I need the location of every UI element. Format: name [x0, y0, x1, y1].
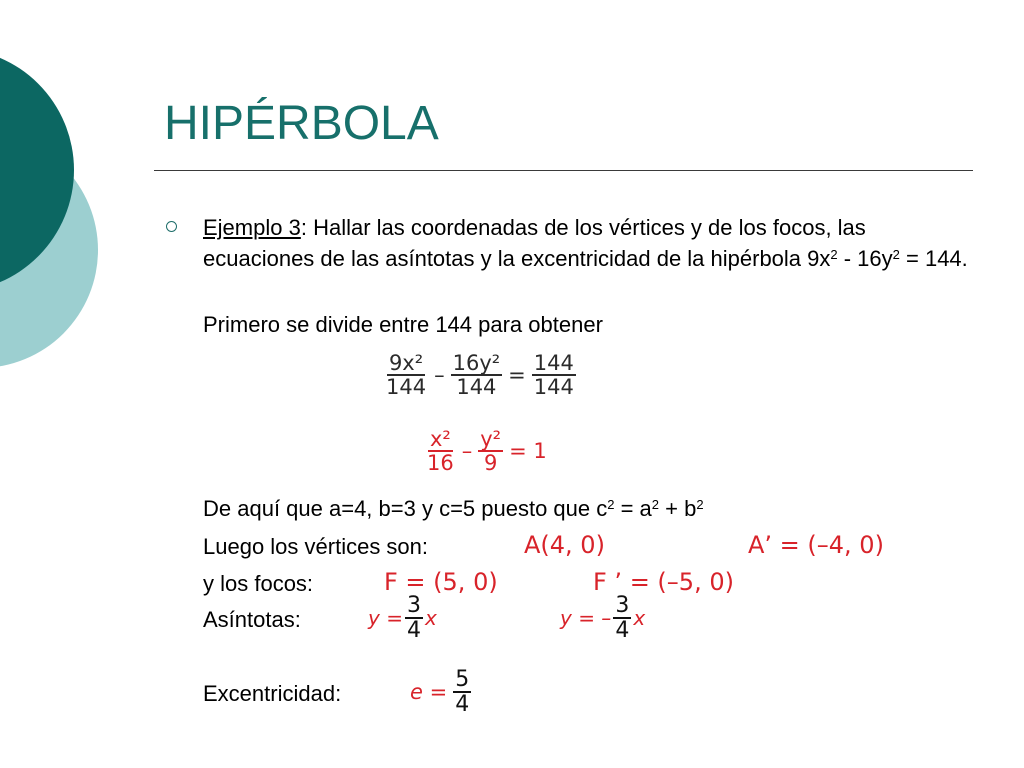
parameters-line: De aquí que a=4, b=3 y c=5 puesto que $c^2 = a^2 + b^2$ — [203, 496, 704, 521]
equation-standard-form: $\frac{\text{x²}}{16}$ – $\frac{\text{y²}}{9}$ = 1 — [427, 427, 547, 476]
fraction: $\frac{\text{9x²}}{144}$ — [386, 351, 427, 400]
focus-f: F = (5, 0) — [384, 568, 498, 596]
example-label: Ejemplo 3 — [203, 215, 301, 240]
asymptote-negative: y = – $\frac{3}{4}$ x — [560, 593, 646, 644]
decorative-circles — [0, 0, 110, 420]
title-divider — [154, 170, 973, 171]
foci-label: y los focos: — [203, 571, 314, 596]
fraction: $\frac{144}{144}$ — [533, 351, 574, 400]
fraction: $\frac{\text{16y²}}{144}$ — [452, 351, 501, 400]
eccentricity-value: e = $\frac{5}{4}$ — [410, 667, 470, 718]
vertex-a-prime: A’ = (–4, 0) — [748, 531, 884, 559]
vertex-a: A(4, 0) — [524, 531, 605, 559]
vertices-label: Luego los vértices son: — [203, 534, 429, 559]
example-statement: Ejemplo 3: Hallar las coordenadas de los vértices y de los focos, las ecuaciones de las asíntotas y la excentricidad de la hipérbola $9x^2 - 16y^2 = 144$. — [203, 215, 968, 271]
slide-title: HIPÉRBOLA — [164, 97, 439, 150]
focus-f-prime: F ’ = (–5, 0) — [593, 568, 734, 596]
equation-divided: $\frac{\text{9x²}}{144}$ – $\frac{\text{16y²}}{144}$ = $\frac{144}{144}$ — [386, 351, 574, 400]
fraction: $\frac{\text{x²}}{16}$ — [427, 427, 454, 476]
asymptote-positive: y = $\frac{3}{4}$ x — [368, 593, 437, 644]
asymptotes-label: Asíntotas: — [203, 607, 301, 632]
fraction: $\frac{\text{y²}}{9}$ — [480, 427, 502, 476]
step-divide: Primero se divide entre 144 para obtener — [203, 312, 603, 337]
bullet-circle-icon — [166, 221, 177, 232]
eccentricity-label: Excentricidad: — [203, 681, 342, 706]
